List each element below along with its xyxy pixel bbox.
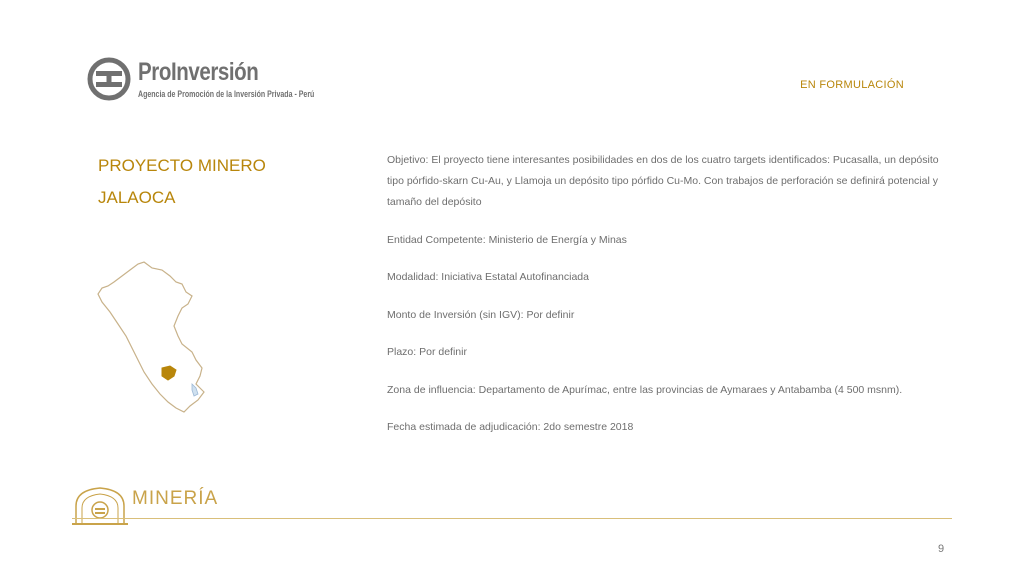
detail-plazo: Plazo: Por definir (387, 346, 467, 358)
logo-name: ProInversión (138, 58, 259, 86)
project-title (98, 150, 298, 214)
detail-fecha: Fecha estimada de adjudicación: 2do semestre 2018 (387, 421, 634, 433)
detail-objetivo: Objetivo: El proyecto tiene interesantes posibilidades en dos de los cuatro targets identificados: Pucasalla, un depósito tipo pórfido-skarn Cu-Au, y Llamoja un depósito tipo pórfido Cu-Mo. Con trabajos de perforación se definirá potencial y tamaño del depósito (387, 154, 939, 208)
footer-divider (72, 518, 952, 519)
logo-tagline: Agencia de Promoción de la Inversión Privada - Perú (138, 89, 315, 99)
detail-zona: Zona de influencia: Departamento de Apurímac, entre las provincias de Aymaraes y Antabamba (4 500 msnm). (387, 383, 903, 396)
peru-map (92, 256, 222, 421)
detail-modalidad: Modalidad: Iniciativa Estatal Autofinanciada (387, 271, 589, 283)
detail-entidad: Entidad Competente: Ministerio de Energía y Minas (387, 233, 627, 246)
footer-emblem (72, 484, 128, 533)
page-number: 9 (938, 543, 945, 555)
detail-monto: Monto de Inversión (sin IGV): Por definir (387, 308, 575, 321)
peru-map-icon (92, 256, 222, 416)
footer-sector-label: MINERÍA (132, 488, 219, 509)
proinversion-logo (86, 56, 315, 106)
project-title-line-2: JALAOCA (98, 188, 176, 207)
status-label: EN FORMULACIÓN (800, 79, 904, 91)
mining-emblem-icon (72, 484, 128, 528)
project-details (387, 150, 947, 455)
proinversion-logo-icon (86, 56, 132, 102)
project-title-line-1: PROYECTO MINERO (98, 156, 266, 175)
